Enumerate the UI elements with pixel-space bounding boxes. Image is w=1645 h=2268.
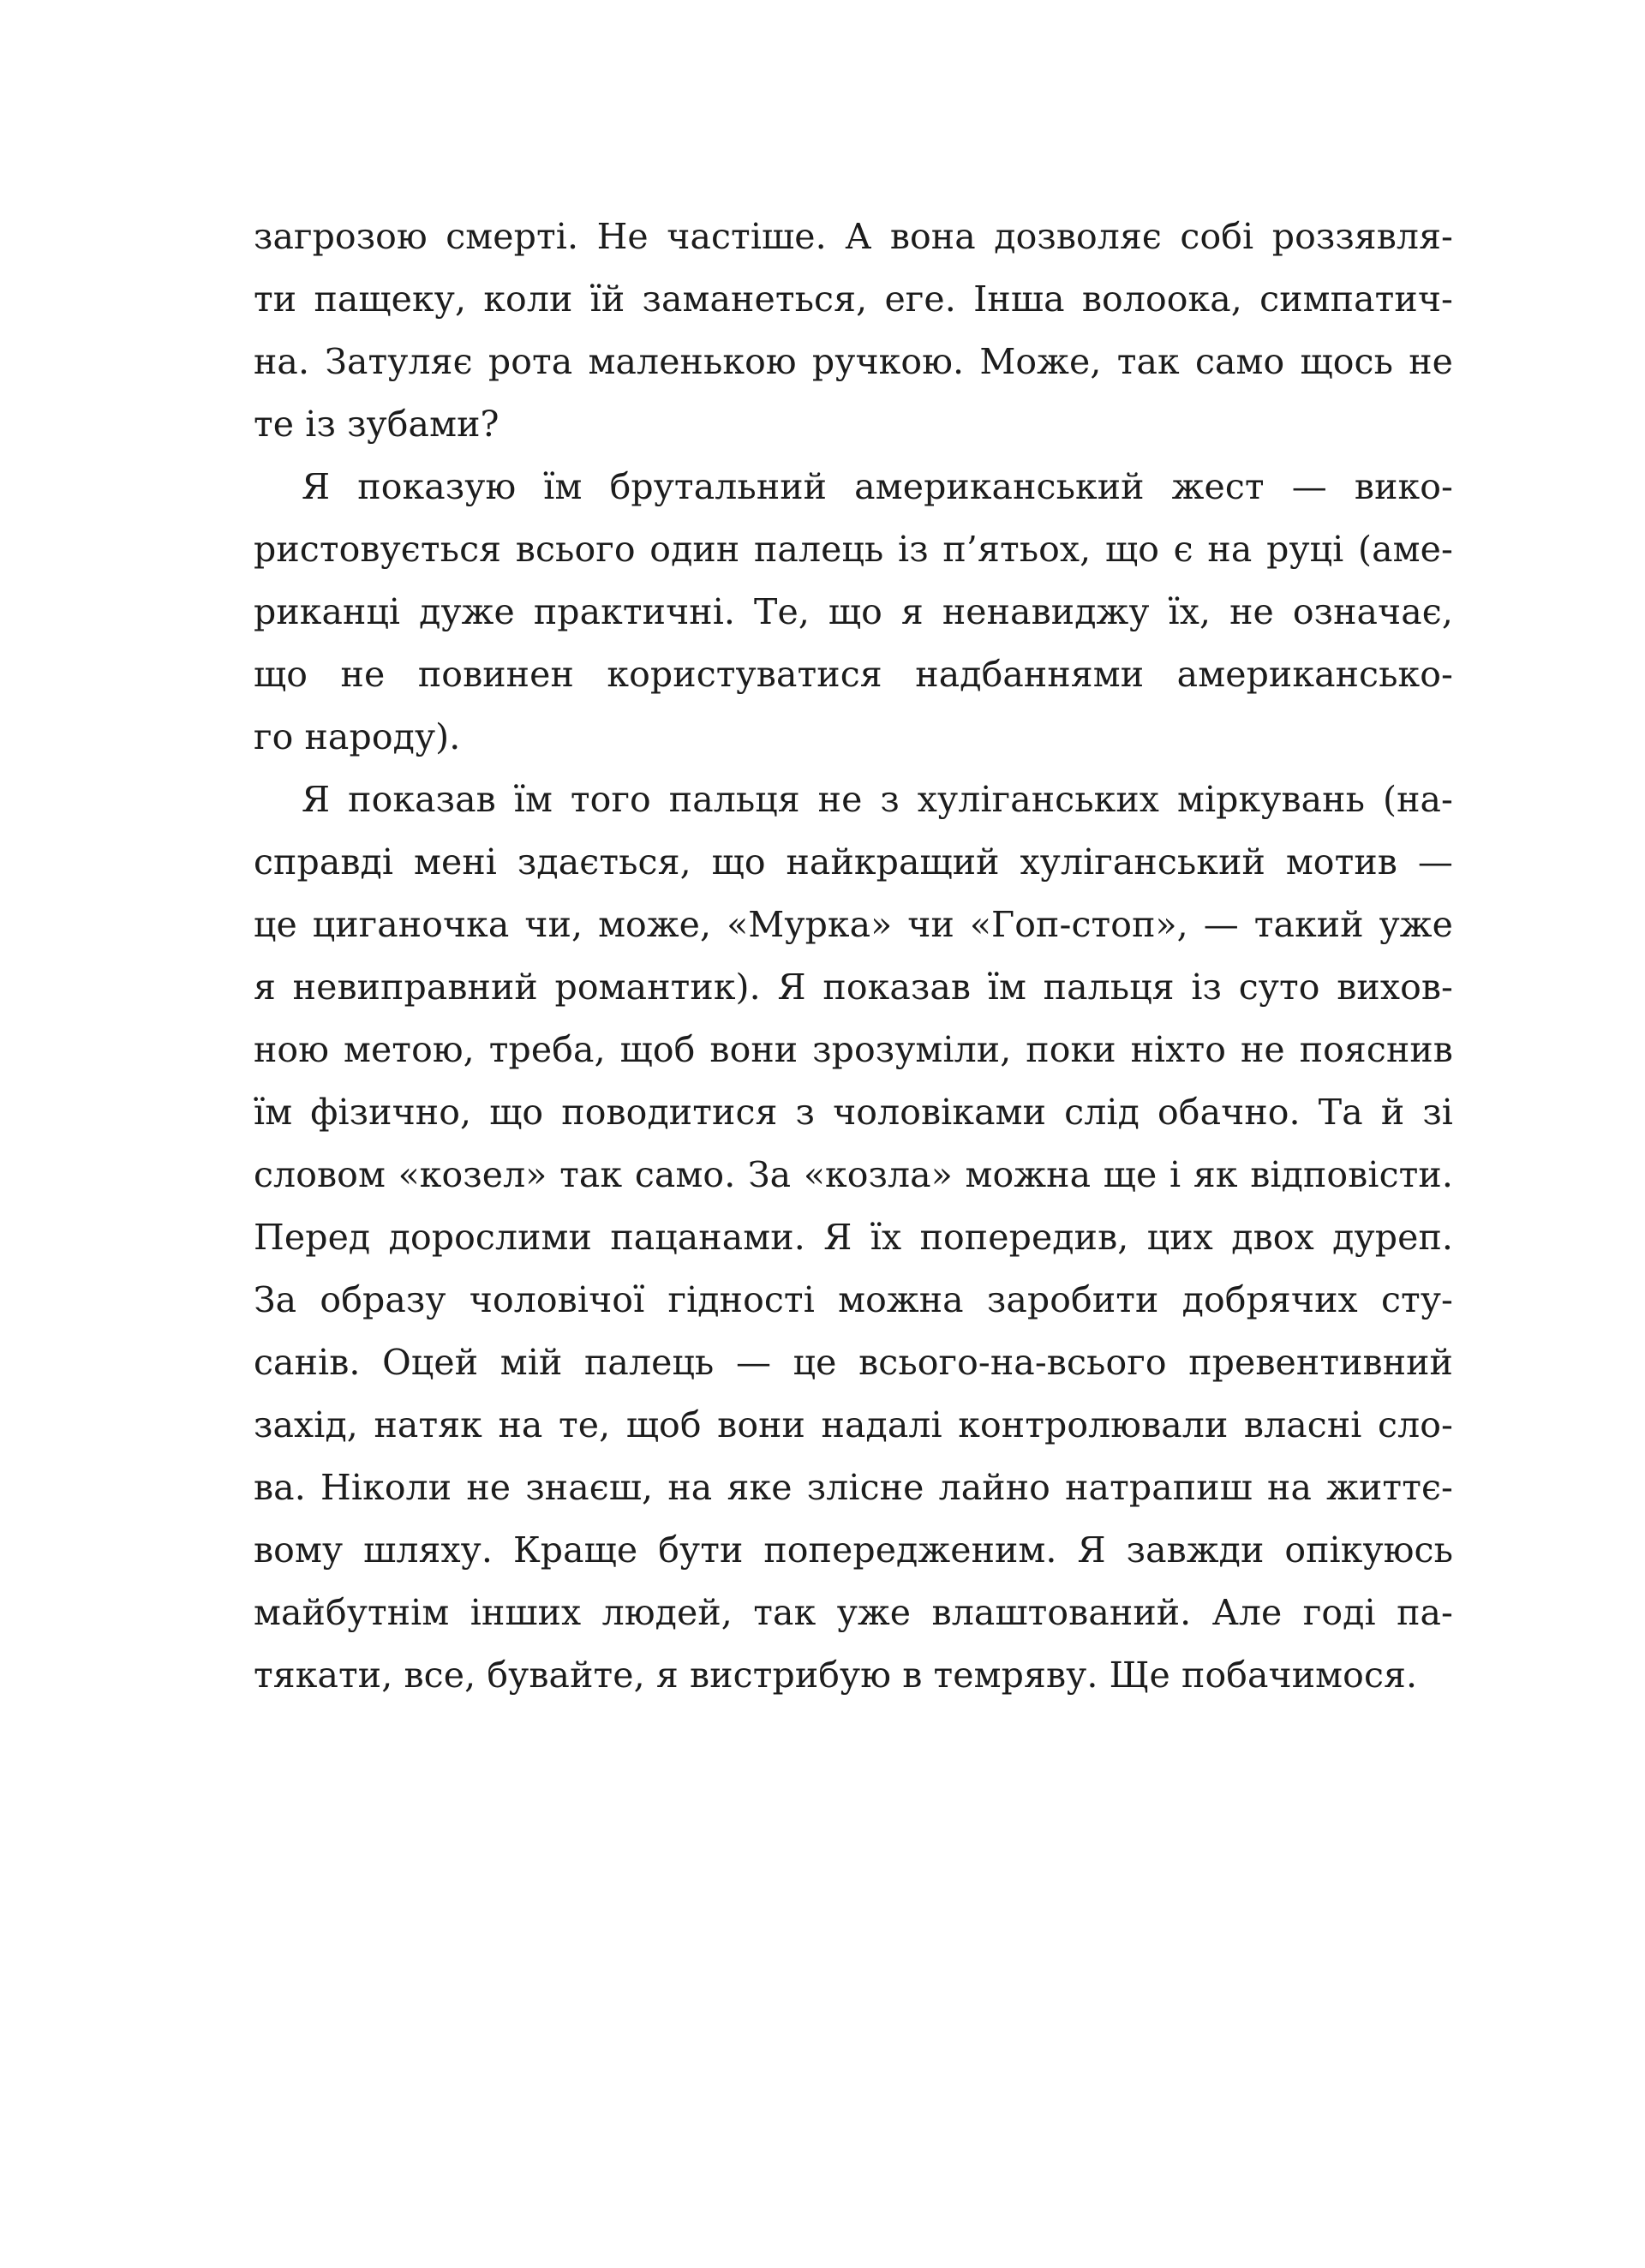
text-line: ва. Ніколи не знаєш, на яке злісне лайно натрапиш на життє- <box>254 1467 1453 1508</box>
text-line: захід, натяк на те, щоб вони надалі контролювали власні сло- <box>254 1404 1453 1445</box>
text-line: риканці дуже практичні. Те, що я ненавиджу їх, не означає, <box>254 591 1453 632</box>
body-text <box>254 206 1453 1707</box>
text-line: що не повинен користуватися надбаннями американсько- <box>254 654 1453 695</box>
text-line: Я показую їм брутальний американський жест — вико- <box>302 466 1453 507</box>
text-line: ристовується всього один палець із п’ятьох, що є на руці (аме- <box>254 529 1453 570</box>
text-line: загрозою смерті. Не частіше. А вона дозволяє собі роззявля- <box>254 216 1453 257</box>
text-line: санів. Оцей мій палець — це всього-на-всього превентивний <box>254 1342 1453 1383</box>
text-line: ною метою, треба, щоб вони зрозуміли, поки ніхто не пояснив <box>254 1029 1453 1070</box>
text-line: їм фізично, що поводитися з чоловіками слід обачно. Та й зі <box>254 1092 1453 1133</box>
text-line: го народу). <box>254 716 461 757</box>
text-line: словом «козел» так само. За «козла» можна ще і як відповісти. <box>254 1154 1453 1195</box>
text-line: справді мені здається, що найкращий хуліганський мотив — <box>254 841 1453 883</box>
text-line: на. Затуляє рота маленькою ручкою. Може, так само щось не <box>254 341 1453 382</box>
text-line: За образу чоловічої гідності можна заробити добрячих сту- <box>254 1279 1453 1320</box>
paragraph <box>254 769 1453 1707</box>
paragraph <box>254 456 1453 769</box>
text-line: я невиправний романтик). Я показав їм пальця із суто вихов- <box>254 966 1453 1008</box>
text-line: Перед дорослими пацанами. Я їх попередив, цих двох дуреп. <box>254 1217 1453 1258</box>
paragraph <box>254 206 1453 456</box>
text-line: майбутнім інших людей, так уже влаштований. Але годі па- <box>254 1592 1453 1633</box>
text-line: вому шляху. Краще бути попередженим. Я завжди опікуюсь <box>254 1529 1453 1571</box>
text-line: це циганочка чи, може, «Мурка» чи «Гоп-стоп», — такий уже <box>254 904 1453 945</box>
text-line: тякати, все, бувайте, я вистрибую в темряву. Ще побачимося. <box>254 1655 1418 1696</box>
text-line: ти пащеку, коли їй заманеться, еге. Інша волоока, симпатич- <box>254 278 1453 320</box>
text-line: те із зубами? <box>254 404 499 445</box>
text-line: Я показав їм того пальця не з хуліганських міркувань (на- <box>302 779 1453 820</box>
